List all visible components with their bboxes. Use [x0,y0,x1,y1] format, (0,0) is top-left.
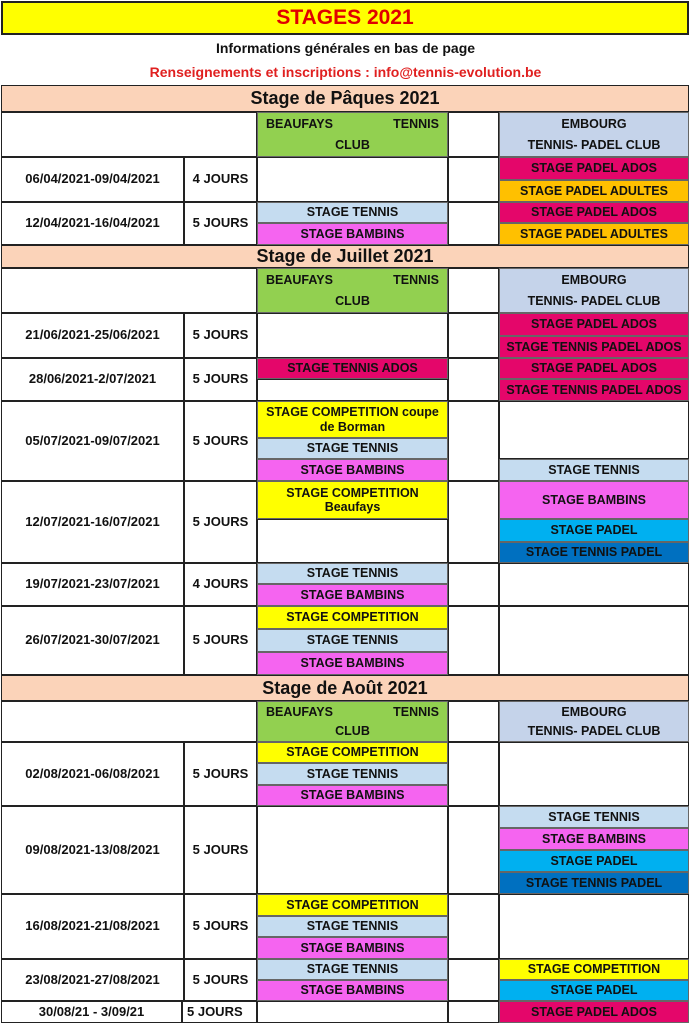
spacer-cell [448,806,499,894]
beaufays-empty [257,313,448,358]
stage-tennis-padel: STAGE TENNIS PADEL [499,542,689,563]
embourg-empty [499,742,689,806]
row-dates: 21/06/2021-25/06/2021 [1,313,184,358]
row-dates: 19/07/2021-23/07/2021 [1,563,184,606]
row-duration: 5 JOURS [184,742,257,806]
beaufays-word1: BEAUFAYS [266,272,333,287]
stage-tennis: STAGE TENNIS [257,202,448,223]
stage-padel-ados: STAGE PADEL ADOS [499,358,689,379]
stage-padel-ados: STAGE PADEL ADOS [499,202,689,223]
row-dates: 12/04/2021-16/04/2021 [1,202,184,245]
embourg-empty [499,401,689,459]
row-dates: 05/07/2021-09/07/2021 [1,401,184,481]
stage-padel-ados: STAGE PADEL ADOS [499,1001,689,1023]
row-duration: 4 JOURS [184,563,257,606]
spacer-cell [448,563,499,606]
stage-padel: STAGE PADEL [499,519,689,542]
row-duration: 5 JOURS [184,606,257,675]
beaufays-empty [257,379,448,401]
embourg-empty [499,563,689,606]
club-header-embourg-line2: TENNIS- PADEL CLUB [499,135,689,157]
stage-padel-ados: STAGE PADEL ADOS [499,313,689,336]
row-duration: 5 JOURS [184,481,257,563]
header-empty-cell [1,112,257,157]
stage-bambins: STAGE BAMBINS [257,980,448,1001]
spacer-cell [448,358,499,401]
club-header-beaufays [257,701,448,722]
stage-padel-adultes: STAGE PADEL ADULTES [499,223,689,245]
stage-bambins: STAGE BAMBINS [257,785,448,806]
header-empty-cell [1,701,257,742]
stage-tennis: STAGE TENNIS [257,563,448,584]
stage-bambins: STAGE BAMBINS [257,652,448,675]
row-dates: 02/08/2021-06/08/2021 [1,742,184,806]
stage-tennis: STAGE TENNIS [499,459,689,481]
stage-bambins: STAGE BAMBINS [257,937,448,959]
stage-competition: STAGE COMPETITION [257,606,448,629]
beaufays-empty [257,806,448,894]
stage-competition: STAGE COMPETITION [257,894,448,916]
club-header-embourg-line2: TENNIS- PADEL CLUB [499,722,689,742]
row-dates: 26/07/2021-30/07/2021 [1,606,184,675]
spacer-cell [448,606,499,675]
row-dates: 06/04/2021-09/04/2021 [1,157,184,202]
page-title: STAGES 2021 [1,1,689,35]
stage-tennis-padel-ados: STAGE TENNIS PADEL ADOS [499,379,689,401]
club-header-embourg: EMBOURG [499,112,689,135]
club-header-beaufays [257,112,448,135]
beaufays-empty [257,1001,448,1023]
stage-bambins: STAGE BAMBINS [257,584,448,606]
stage-bambins: STAGE BAMBINS [499,481,689,519]
row-duration: 5 JOURS [184,401,257,481]
stage-bambins: STAGE BAMBINS [257,459,448,481]
stage-competition-borman: STAGE COMPETITION coupe de Borman [257,401,448,438]
club-header-embourg-line2: TENNIS- PADEL CLUB [499,291,689,313]
spacer-cell [448,401,499,481]
spacer-cell [448,742,499,806]
row-duration: 5 JOURS [184,202,257,245]
stage-tennis: STAGE TENNIS [257,438,448,459]
stage-tennis: STAGE TENNIS [257,959,448,980]
club-header-beaufays [257,268,448,291]
spacer-cell [448,268,499,313]
spacer-cell [448,481,499,563]
stage-competition-beaufays: STAGE COMPETITION Beaufays [257,481,448,519]
row-duration: 5 JOURS [184,806,257,894]
row-dates: 09/08/2021-13/08/2021 [1,806,184,894]
stage-tennis-padel: STAGE TENNIS PADEL [499,872,689,894]
stage-tennis: STAGE TENNIS [499,806,689,828]
stage-competition: STAGE COMPETITION [257,742,448,763]
stage-tennis: STAGE TENNIS [257,763,448,785]
beaufays-empty [257,519,448,563]
row-dates: 30/08/21 - 3/09/21 [1,1001,182,1023]
contact-line[interactable]: Renseignements et inscriptions : info@tennis-evolution.be [149,63,542,80]
row-duration: 5 JOURS [182,1001,257,1023]
spacer-cell [448,894,499,959]
spacer-cell [448,313,499,358]
beaufays-empty [257,157,448,202]
spacer-cell [448,959,499,1001]
spacer-cell [448,701,499,742]
stage-competition: STAGE COMPETITION [499,959,689,980]
club-header-beaufays-line2: CLUB [257,291,448,313]
row-dates: 23/08/2021-27/08/2021 [1,959,184,1001]
spacer-cell [448,157,499,202]
stage-padel: STAGE PADEL [499,850,689,872]
stage-padel-ados: STAGE PADEL ADOS [499,157,689,180]
club-header-embourg: EMBOURG [499,701,689,722]
stage-tennis-padel-ados: STAGE TENNIS PADEL ADOS [499,336,689,358]
row-dates: 16/08/2021-21/08/2021 [1,894,184,959]
stage-padel: STAGE PADEL [499,980,689,1001]
embourg-empty [499,606,689,675]
info-line: Informations générales en bas de page [215,39,476,56]
beaufays-word1: BEAUFAYS [266,116,333,131]
spacer-cell [448,1001,499,1023]
beaufays-word2: TENNIS [393,704,439,719]
beaufays-word2: TENNIS [393,272,439,287]
row-duration: 5 JOURS [184,959,257,1001]
row-duration: 5 JOURS [184,358,257,401]
stage-tennis: STAGE TENNIS [257,916,448,937]
stage-tennis-ados: STAGE TENNIS ADOS [257,358,448,379]
stage-bambins: STAGE BAMBINS [257,223,448,245]
row-dates: 12/07/2021-16/07/2021 [1,481,184,563]
row-duration: 5 JOURS [184,894,257,959]
stage-bambins: STAGE BAMBINS [499,828,689,850]
club-header-beaufays-line2: CLUB [257,722,448,742]
spacer-cell [448,112,499,157]
section-juillet: Stage de Juillet 2021 [1,245,689,268]
club-header-embourg: EMBOURG [499,268,689,291]
club-header-beaufays-line2: CLUB [257,135,448,157]
beaufays-word1: BEAUFAYS [266,704,333,719]
stage-tennis: STAGE TENNIS [257,629,448,652]
section-paques: Stage de Pâques 2021 [1,85,689,112]
embourg-empty [499,894,689,959]
section-aout: Stage de Août 2021 [1,675,689,701]
row-duration: 5 JOURS [184,313,257,358]
row-dates: 28/06/2021-2/07/2021 [1,358,184,401]
beaufays-word2: TENNIS [393,116,439,131]
row-duration: 4 JOURS [184,157,257,202]
stage-padel-adultes: STAGE PADEL ADULTES [499,180,689,202]
header-empty-cell [1,268,257,313]
spacer-cell [448,202,499,245]
